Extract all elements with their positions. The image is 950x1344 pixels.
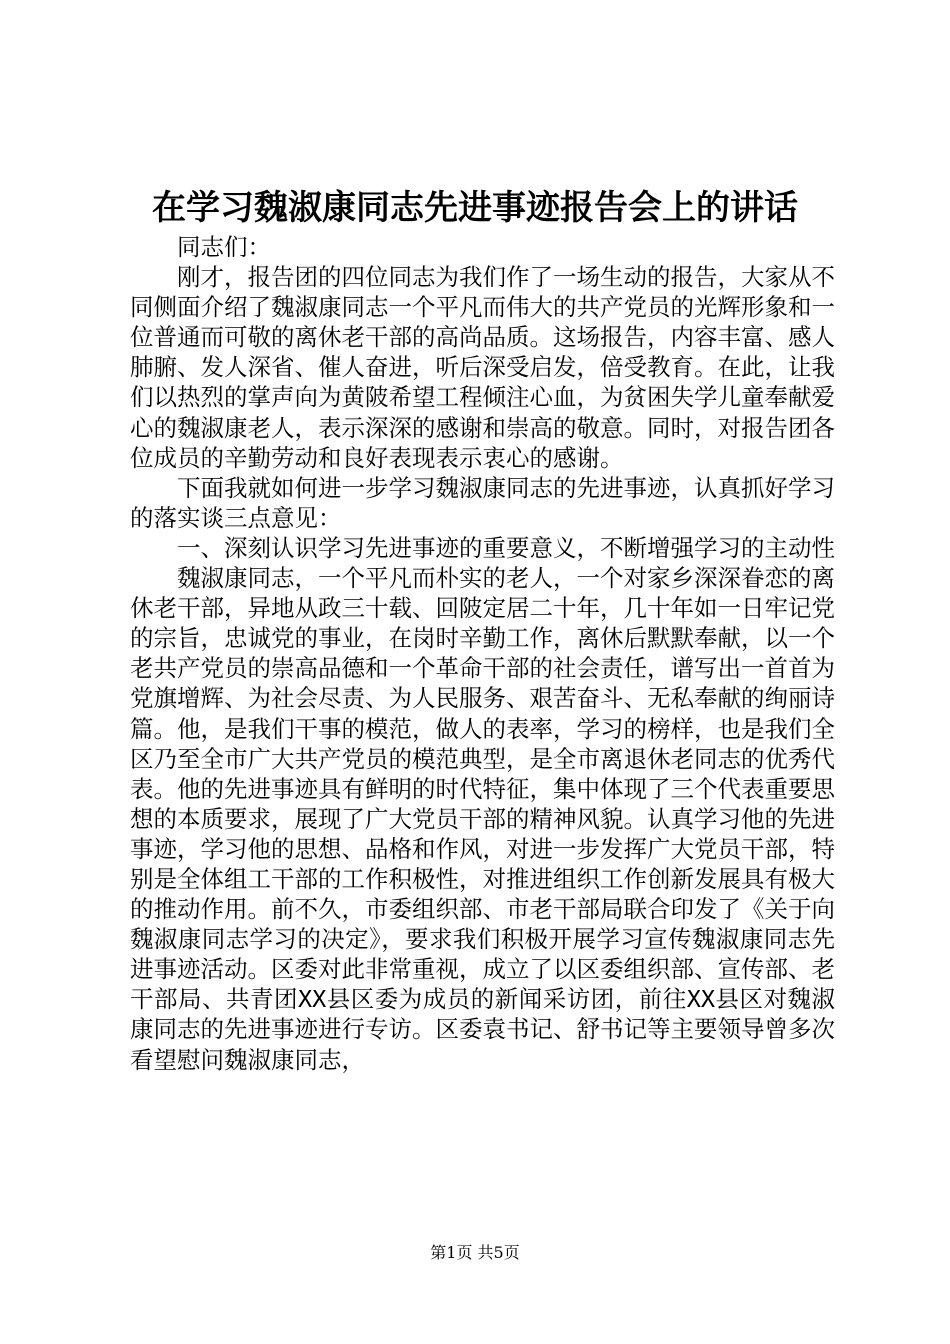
page-title: 在学习魏淑康同志先进事迹报告会上的讲话: [152, 188, 798, 228]
salutation-paragraph: 同志们：: [177, 233, 271, 261]
section-heading: 一、深刻认识学习先进事迹的重要意义，不断增强学习的主动性: [177, 533, 835, 562]
body-paragraph: 下面我就如何进一步学习魏淑康同志的先进事迹，认真抓好学习的落实谈三点意见：: [130, 473, 835, 532]
body-paragraph: 刚才，报告团的四位同志为我们作了一场生动的报告，大家从不同侧面介绍了魏淑康同志一个平凡而伟大的共产党员的光辉形象和一位普通而可敬的离休老干部的高尚品质。这场报告，内容丰富、感人肺腑、发人深省、催人奋进，听后深受启发，倍受教育。在此，让我们以热烈的掌声向为黄陂希望工程倾注心血，为贫困失学儿童奉献爱心的魏淑康老人，表示深深的感谢和崇高的敬意。同时，对报告团各位成员的辛勤劳动和良好表现表示衷心的感谢。: [130, 263, 835, 472]
document-body: [130, 232, 835, 1075]
page-footer: 第1页 共5页: [430, 1243, 520, 1262]
body-paragraph: 魏淑康同志，一个平凡而朴实的老人，一个对家乡深深眷恋的离休老干部，异地从政三十载、回陂定居二十年，几十年如一日牢记党的宗旨，忠诚党的事业，在岗时辛勤工作，离休后默默奉献，以一个老共产党员的崇高品德和一个革命干部的社会责任，谱写出一首首为党旗增辉、为社会尽责、为人民服务、艰苦奋斗、无私奉献的绚丽诗篇。他，是我们干事的模范，做人的表率，学习的榜样，也是我们全区乃至全市广大共产党员的模范典型，是全市离退休老同志的优秀代表。他的先进事迹具有鲜明的时代特征，集中体现了三个代表重要思想的本质要求，展现了广大党员干部的精神风貌。认真学习他的先进事迹，学习他的思想、品格和作风，对进一步发挥广大党员干部，特别是全体组工干部的工作积极性，对推进组织工作创新发展具有极大的推动作用。前不久，市委组织部、市老干部局联合印发了《关于向魏淑康同志学习的决定》，要求我们积极开展学习宣传魏淑康同志先进事迹活动。区委对此非常重视，成立了以区委组织部、宣传部、老干部局、共青团XX县区委为成员的新闻采访团，前往XX县区对魏淑康同志的先进事迹进行专访。区委袁书记、舒书记等主要领导曾多次看望慰问魏淑康同志，: [130, 564, 835, 1074]
